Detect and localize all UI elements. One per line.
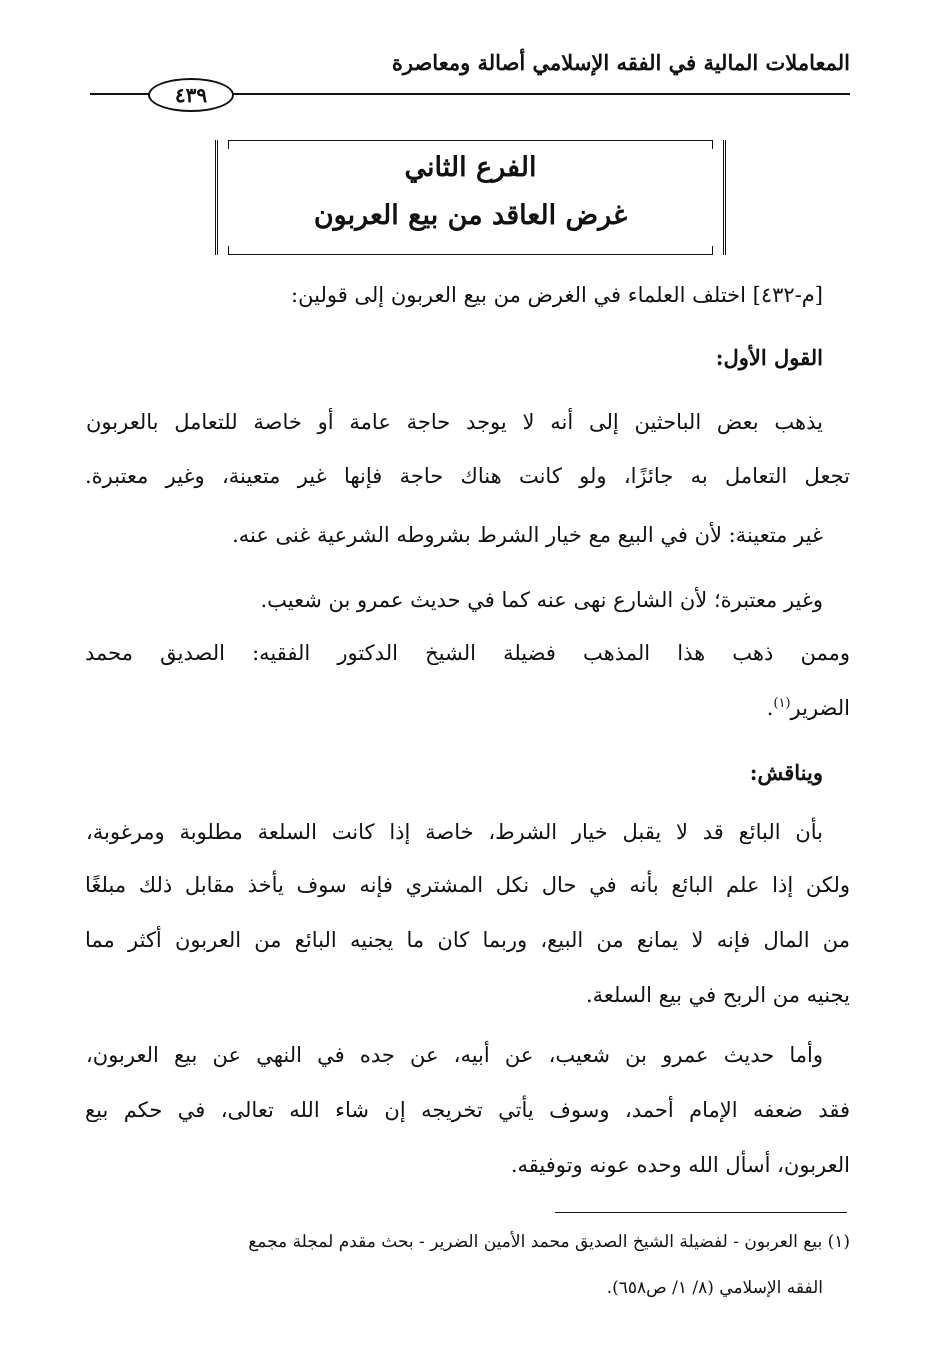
paragraph-line: بأن البائع قد لا يقبل خيار الشرط، خاصة إذا كانت السلعة مطلوبة ومرغوبة، [86, 820, 823, 844]
footnote-line: الفقه الإسلامي (٨/ ١/ ص٦٥٨). [606, 1278, 823, 1298]
book-title: المعاملات المالية في الفقه الإسلامي أصالة ومعاصرة [391, 50, 850, 75]
paragraph-line: ولكن إذا علم البائع بأنه في حال نكل المشتري فإنه سوف يأخذ مقابل ذلك مبلغًا [85, 873, 850, 897]
footnote-reference: (١) [773, 696, 791, 711]
paragraph-line: من المال فإنه لا يمانع من البيع، وربما كان ما يجنيه البائع من العربون أكثر مما [85, 928, 850, 952]
section-title-box [215, 140, 726, 255]
paragraph-line: يذهب بعض الباحثين إلى أنه لا يوجد حاجة عامة أو خاصة للتعامل بالعربون [86, 410, 823, 434]
paragraph-line [110, 696, 850, 720]
first-opinion-heading: القول الأول: [715, 345, 823, 370]
section-title: غرض العاقد من بيع العربون [313, 200, 628, 231]
intro-paragraph: [م-٤٣٢] اختلف العلماء في الغرض من بيع العربون إلى قولين: [291, 283, 823, 307]
paragraph-line: العربون، أسأل الله وحده عونه وتوفيقه. [510, 1153, 850, 1177]
paragraph-line: وأما حديث عمرو بن شعيب، عن أبيه، عن جده في النهي عن بيع العربون، [86, 1043, 823, 1067]
paragraph-text: . [766, 696, 774, 720]
paragraph-line: وممن ذهب هذا المذهب فضيلة الشيخ الدكتور الفقيه: الصديق محمد [85, 641, 850, 665]
paragraph-line: تجعل التعامل به جائزًا، ولو كانت هناك حاجة فإنها غير متعينة، وغير معتبرة. [85, 464, 850, 488]
paragraph-line: غير متعينة: لأن في البيع مع خيار الشرط بشروطه الشرعية غنى عنه. [232, 523, 823, 547]
paragraph-text: الضرير [790, 696, 850, 720]
discussion-heading: ويناقش: [749, 760, 823, 785]
paragraph-line: وغير معتبرة؛ لأن الشارع نهى عنه كما في حديث عمرو بن شعيب. [260, 588, 823, 612]
footnote-rule [555, 1212, 847, 1213]
paragraph-line: يجنيه من الربح في بيع السلعة. [585, 983, 850, 1007]
footnote-line: (١) بيع العربون - لفضيلة الشيخ الصديق محمد الأمين الضرير - بحث مقدم لمجلة مجمع [248, 1232, 850, 1252]
page-number: ٤٣٩ [148, 78, 234, 112]
section-subtitle: الفرع الثاني [404, 152, 537, 183]
paragraph-line: فقد ضعفه الإمام أحمد، وسوف يأتي تخريجه إن شاء الله تعالى، في حكم بيع [85, 1098, 850, 1122]
